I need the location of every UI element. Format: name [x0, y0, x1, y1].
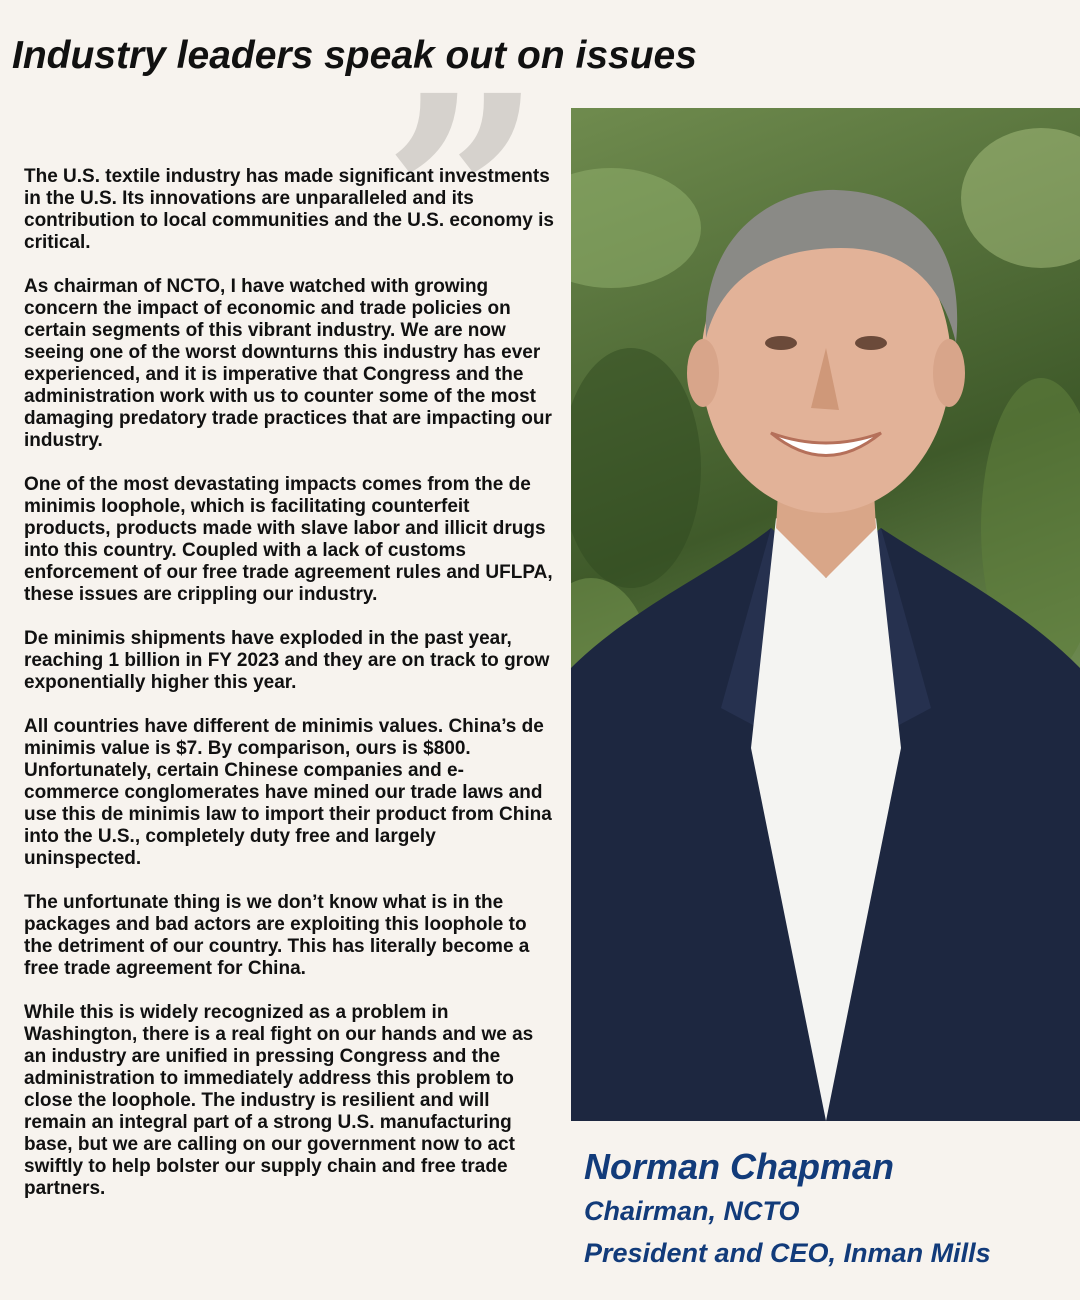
article-body	[24, 166, 556, 1222]
author-title-ncto: Chairman, NCTO	[584, 1196, 800, 1226]
author-name: Norman Chapman	[584, 1146, 895, 1187]
article-paragraph-7: While this is widely recognized as a problem in Washington, there is a real fight on our hands and we as an industry are unified in pressing Congress and the administration to immediately address this problem to close the loophole. The industry is resilient and will remain an integral part of a strong U.S. manufacturing base, but we are calling on our government now to act swiftly to help bolster our supply chain and free trade partners.	[24, 1002, 534, 1199]
author-title-inman: President and CEO, Inman Mills	[584, 1238, 991, 1268]
article-paragraph-2: As chairman of NCTO, I have watched with growing concern the impact of economic and trade policies on certain segments of this vibrant industry. We are now seeing one of the worst downturns this industry has ever experienced, and it is imperative that Congress and the administration work with us to counter some of the most damaging predatory trade practices that are impacting our industry.	[24, 276, 552, 451]
article-paragraph-5: All countries have different de minimis values. China’s de minimis value is $7. By comparison, ours is $800. Unfortunately, certain Chinese companies and e-commerce conglomerates have mined our trade laws and use this de minimis law to import their product from China into the U.S., completely duty free and largely uninspected.	[24, 716, 552, 869]
article-paragraph-1: The U.S. textile industry has made significant investments in the U.S. Its innovations are unparalleled and its contribution to local communities and the U.S. economy is critical.	[24, 166, 554, 253]
quote-mark-icon: ”	[382, 35, 520, 364]
author-credit	[584, 1144, 1074, 1274]
article-paragraph-6: The unfortunate thing is we don’t know what is in the packages and bad actors are exploiting this loophole to the detriment of our country. This has literally become a free trade agreement for China.	[24, 892, 530, 979]
article-paragraph-3: One of the most devastating impacts comes from the de minimis loophole, which is facilitating counterfeit products, products made with slave labor and illicit drugs into this country. Coupled with a lack of customs enforcement of our free trade agreement rules and UFLPA, these issues are crippling our industry.	[24, 474, 553, 605]
article-paragraph-4: De minimis shipments have exploded in the past year, reaching 1 billion in FY 2023 and they are on track to grow exponentially higher this year.	[24, 628, 550, 693]
page-title: Industry leaders speak out on issues	[12, 34, 697, 77]
portrait-photo	[571, 108, 1080, 1121]
